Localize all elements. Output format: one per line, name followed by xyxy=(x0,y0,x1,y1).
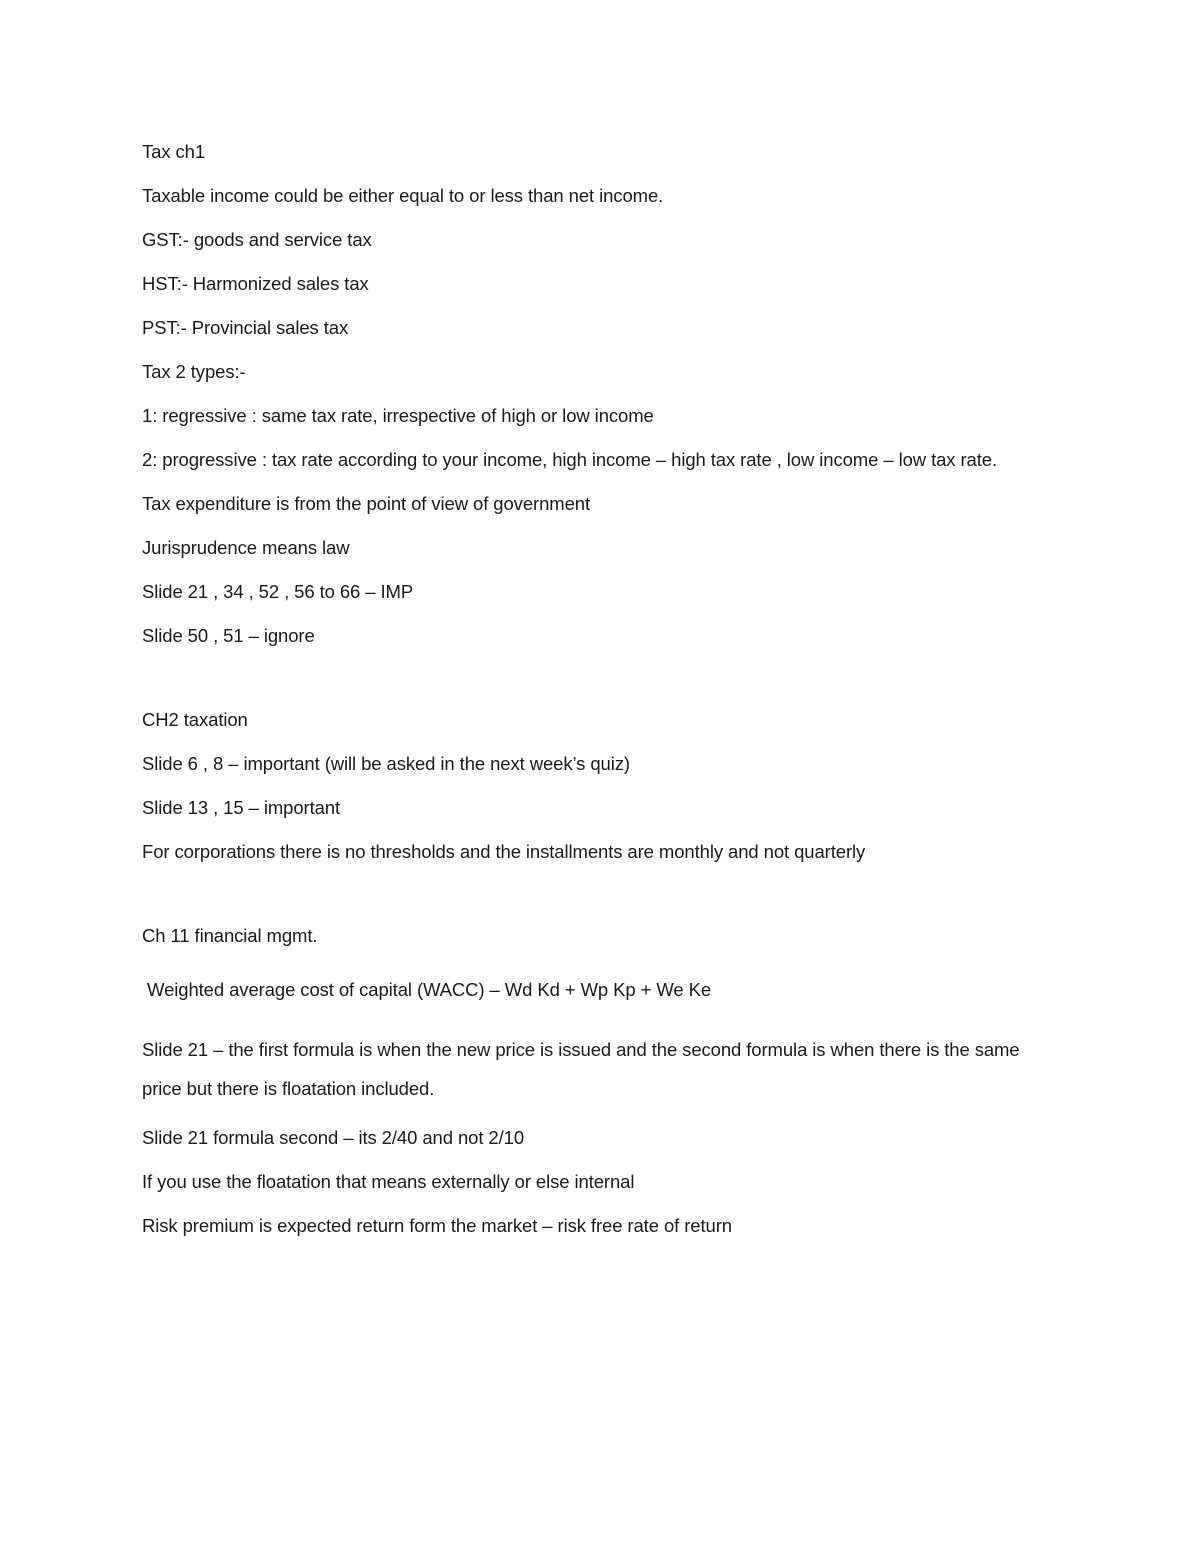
section1-heading: Tax ch1 xyxy=(142,141,206,162)
section2-heading: CH2 taxation xyxy=(142,709,248,730)
section1-line-2: GST:- goods and service tax xyxy=(142,229,372,250)
section3-line-4: If you use the floatation that means externally or else internal xyxy=(142,1171,635,1192)
section1-line-3: HST:- Harmonized sales tax xyxy=(142,273,369,294)
section1-line-1: Taxable income could be either equal to or less than net income. xyxy=(142,185,664,206)
section1-line-10: Slide 21 , 34 , 52 , 56 to 66 – IMP xyxy=(142,581,414,602)
section1-line-8: Tax expenditure is from the point of view of government xyxy=(142,493,590,514)
section1-line-6: 1: regressive : same tax rate, irrespective of high or low income xyxy=(142,405,654,426)
section2-line-2: Slide 13 , 15 – important xyxy=(142,797,341,818)
section1-line-7: 2: progressive : tax rate according to your income, high income – high tax rate , low income – low tax rate. xyxy=(142,449,998,470)
section1-line-11: Slide 50 , 51 – ignore xyxy=(142,625,315,646)
section-spacer xyxy=(142,866,1052,922)
section2-line-3: For corporations there is no thresholds and the installments are monthly and not quarterly xyxy=(142,841,866,862)
document-body xyxy=(142,138,1052,1240)
section3-line-5: Risk premium is expected return form the market – risk free rate of return xyxy=(142,1215,732,1236)
section1-line-9: Jurisprudence means law xyxy=(142,537,350,558)
section3-heading: Ch 11 financial mgmt. xyxy=(142,925,318,946)
section2-line-1: Slide 6 , 8 – important (will be asked in the next week’s quiz) xyxy=(142,753,630,774)
section1-line-4: PST:- Provincial sales tax xyxy=(142,317,349,338)
section-spacer xyxy=(142,650,1052,706)
section3-line-3: Slide 21 formula second – its 2/40 and not 2/10 xyxy=(142,1127,525,1148)
section3-line-2: Slide 21 – the first formula is when the new price is issued and the second formula is when there is the same price but there is floatation included. xyxy=(142,1039,1020,1099)
section3-line-1: Weighted average cost of capital (WACC) – Wd Kd + Wp Kp + We Ke xyxy=(142,979,712,1000)
section1-line-5: Tax 2 types:- xyxy=(142,361,246,382)
